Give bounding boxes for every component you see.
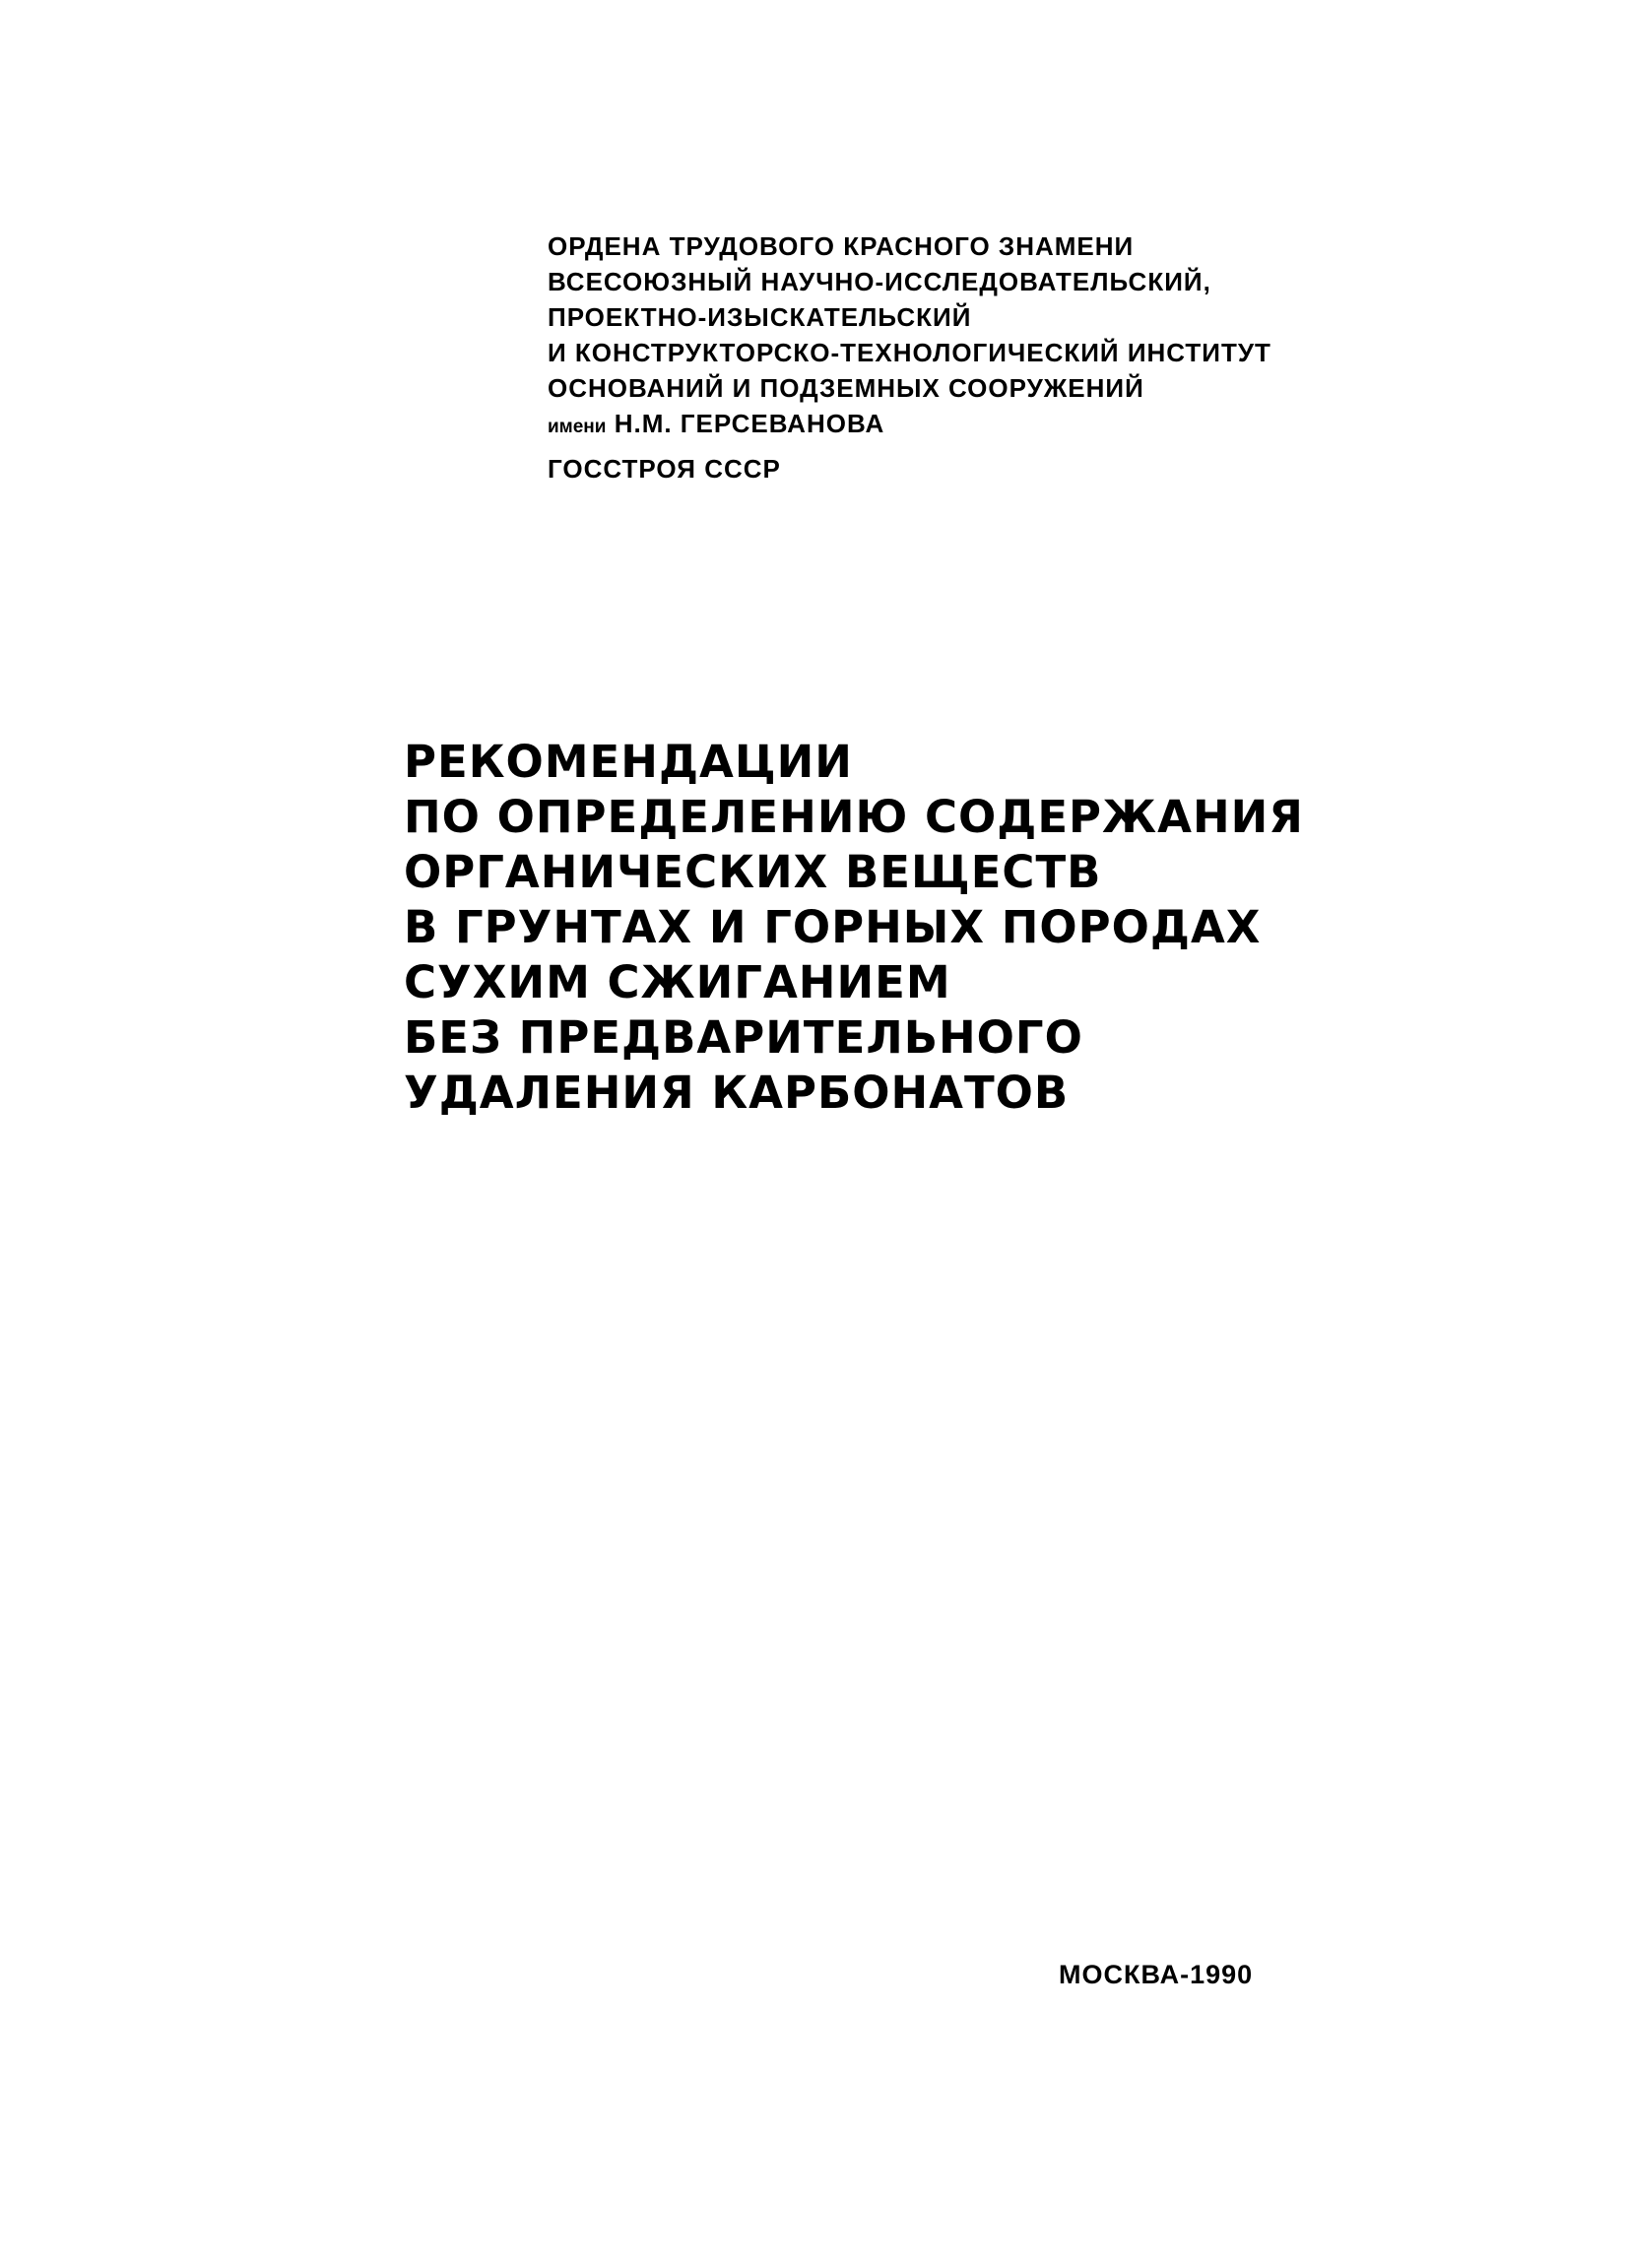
title-line-5: СУХИМ СЖИГАНИЕМ [404,956,951,1008]
institute-line-5: ОСНОВАНИЙ И ПОДЗЕМНЫХ СООРУЖЕНИЙ [548,373,1144,403]
title-line-1: РЕКОМЕНДАЦИИ [404,736,853,788]
institute-block [548,228,1335,486]
institute-line-6 [548,406,1335,441]
title-line-4: В ГРУНТАХ И ГОРНЫХ ПОРОДАХ [404,901,1262,953]
institute-line-3: ПРОЕКТНО-ИЗЫСКАТЕЛЬСКИЙ [548,302,972,332]
title-line-2: ПО ОПРЕДЕЛЕНИЮ СОДЕРЖАНИЯ [404,791,1304,843]
institute-name-prefix: имени [548,417,607,437]
imprint-city-year: МОСКВА-1990 [1059,1960,1254,1989]
institute-line-7: ГОССТРОЯ СССР [548,454,781,484]
title-line-3: ОРГАНИЧЕСКИХ ВЕЩЕСТВ [404,846,1102,898]
institute-line-1: ОРДЕНА ТРУДОВОГО КРАСНОГО ЗНАМЕНИ [548,231,1135,261]
title-line-6: БЕЗ ПРЕДВАРИТЕЛЬНОГО [404,1011,1083,1064]
title-line-7: УДАЛЕНИЯ КАРБОНАТОВ [404,1067,1070,1119]
document-title [404,735,1389,1121]
institute-line-4: И КОНСТРУКТОРСКО-ТЕХНОЛОГИЧЕСКИЙ ИНСТИТУТ [548,338,1271,367]
institute-line-2: ВСЕСОЮЗНЫЙ НАУЧНО-ИССЛЕДОВАТЕЛЬСКИЙ, [548,267,1211,296]
institute-honoree-name: Н.М. ГЕРСЕВАНОВА [614,409,885,438]
